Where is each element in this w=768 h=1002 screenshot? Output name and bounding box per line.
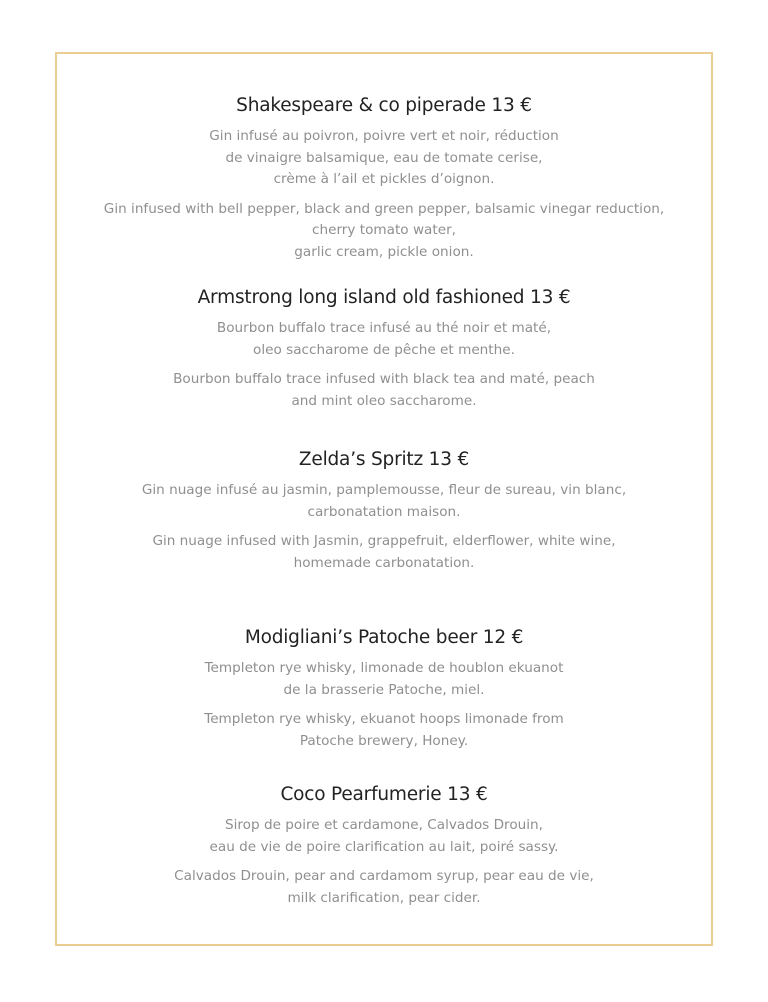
menu-item-title: Modigliani’s Patoche beer 12 € xyxy=(244,627,524,648)
description-line: milk clarification, pear cider. xyxy=(287,889,481,906)
menu-item-title: Coco Pearfumerie 13 € xyxy=(280,784,488,805)
description-line: Bourbon buffalo trace infused with black tea and maté, peach xyxy=(173,371,595,387)
description-line: Gin infusé au poivron, poivre vert et noir, réduction xyxy=(209,128,559,144)
description-line: de vinaigre balsamique, eau de tomate cerise, xyxy=(225,149,543,166)
description-line: Calvados Drouin, pear and cardamom syrup, pear eau de vie, xyxy=(174,868,594,884)
description-line: Gin nuage infused with Jasmin, grappefruit, elderflower, white wine, xyxy=(152,533,616,549)
menu-item-description-fr xyxy=(0,126,768,191)
menu-item-modigliani xyxy=(0,626,768,752)
description-line: Gin infused with bell pepper, black and green pepper, balsamic vinegar reduction, xyxy=(103,200,665,217)
description-line: Bourbon buffalo trace infusé au thé noir et maté, xyxy=(216,320,552,336)
description-line: cherry tomato water, xyxy=(312,222,456,238)
description-line: Templeton rye whisky, limonade de houblon ekuanot xyxy=(204,660,564,676)
menu-item-description-fr xyxy=(0,318,768,361)
description-line: Sirop de poire et cardamone, Calvados Drouin, xyxy=(224,817,543,833)
menu-item-coco xyxy=(0,783,768,909)
menu-item-description-en xyxy=(0,369,768,412)
description-line: eau de vie de poire clarification au lait, poiré sassy. xyxy=(209,838,559,855)
description-line: garlic cream, pickle onion. xyxy=(294,243,474,260)
description-line: Templeton rye whisky, ekuanot hoops limonade from xyxy=(204,711,564,727)
menu-item-description-en xyxy=(0,709,768,752)
menu-item-description-en xyxy=(0,199,768,264)
menu-item-description-en xyxy=(0,531,768,574)
menu-item-shakespeare xyxy=(0,94,768,263)
menu-item-description-en xyxy=(0,866,768,909)
menu-item-title: Armstrong long island old fashioned 13 € xyxy=(197,287,571,308)
menu-item-title: Zelda’s Spritz 13 € xyxy=(298,449,470,470)
description-line: de la brasserie Patoche, miel. xyxy=(283,681,485,698)
description-line: crème à l’ail et pickles d’oignon. xyxy=(273,171,495,187)
description-line: and mint oleo saccharome. xyxy=(291,392,477,409)
menu-item-description-fr xyxy=(0,658,768,701)
menu-item-title: Shakespeare & co piperade 13 € xyxy=(236,95,532,116)
description-line: oleo saccharome de pêche et menthe. xyxy=(253,341,515,358)
description-line: Patoche brewery, Honey. xyxy=(299,732,469,749)
menu-item-zelda xyxy=(0,448,768,574)
menu-item-description-fr xyxy=(0,480,768,523)
menu-item-description-fr xyxy=(0,815,768,858)
description-line: homemade carbonatation. xyxy=(293,554,475,571)
description-line: Gin nuage infusé au jasmin, pamplemousse, fleur de sureau, vin blanc, xyxy=(141,482,627,498)
menu-item-armstrong xyxy=(0,286,768,412)
description-line: carbonatation maison. xyxy=(307,503,461,520)
